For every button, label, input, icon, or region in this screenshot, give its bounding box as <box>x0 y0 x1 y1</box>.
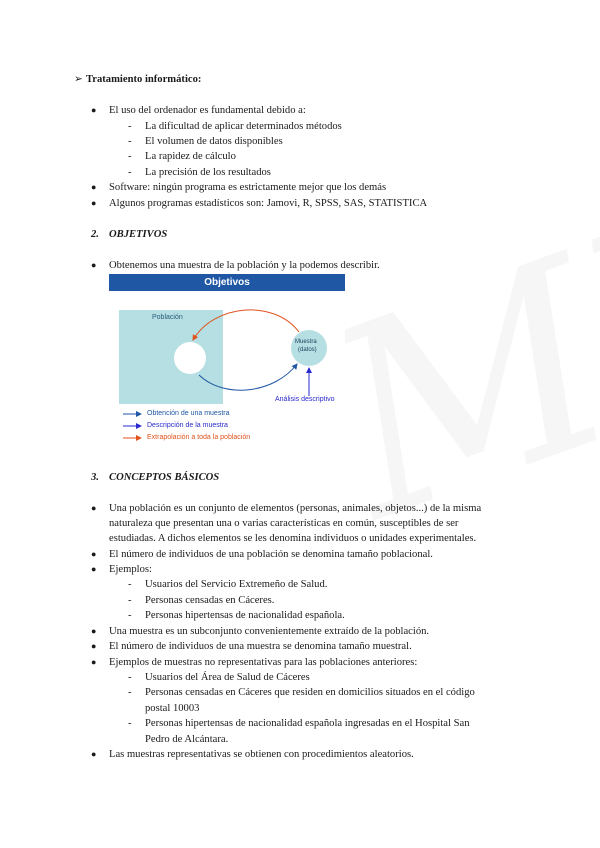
bullet-icon: ● <box>91 105 97 115</box>
legend-item: Descripción de la muestra <box>147 422 228 429</box>
bullet-icon: ● <box>91 626 97 636</box>
section-number: 2. <box>91 229 99 240</box>
list-item: Una muestra es un subconjunto convenientemente extraído de la población. <box>109 626 430 637</box>
list-item: Ejemplos de muestras no representativas para las poblaciones anteriores: <box>109 657 418 668</box>
paragraph-line: estudiadas. A dichos elementos se les denomina individuos o unidades experimentales. <box>109 533 477 544</box>
sample-circle-in-population <box>174 342 206 374</box>
bullet-icon: ● <box>91 260 97 270</box>
list-item: Ejemplos: <box>109 564 152 575</box>
dash-icon: - <box>128 718 132 729</box>
figure-title: Objetivos <box>109 274 345 291</box>
sub-list-item: Personas hipertensas de nacionalidad española. <box>145 610 345 621</box>
muestra-sublabel: (datos) <box>298 347 317 353</box>
bullet-icon: ● <box>91 198 97 208</box>
bullet-icon: ● <box>91 182 97 192</box>
list-item: Obtenemos una muestra de la población y la podemos describir. <box>109 260 380 271</box>
section-number: 3. <box>91 472 99 483</box>
dash-icon: - <box>128 595 132 606</box>
dash-icon: - <box>128 151 132 162</box>
section-heading-conceptos: CONCEPTOS BÁSICOS <box>109 472 220 483</box>
sub-list-item: Usuarios del Área de Salud de Cáceres <box>145 672 310 683</box>
sub-list-item: La dificultad de aplicar determinados métodos <box>145 121 342 132</box>
sub-list-item: La rapidez de cálculo <box>145 151 236 162</box>
list-item: El número de individuos de una muestra se denomina tamaño muestral. <box>109 641 412 652</box>
list-item: Las muestras representativas se obtienen con procedimientos aleatorios. <box>109 749 414 760</box>
dash-icon: - <box>128 121 132 132</box>
paragraph-line: naturaleza que presentan una o varias características en común, susceptibles de ser <box>109 518 459 529</box>
bullet-icon: ● <box>91 549 97 559</box>
sub-list-item: Usuarios del Servicio Extremeño de Salud. <box>145 579 328 590</box>
section-heading-tratamiento: Tratamiento informático: <box>86 74 202 85</box>
sub-list-item-continuation: Pedro de Alcántara. <box>145 734 229 745</box>
bullet-icon: ● <box>91 564 97 574</box>
muestra-label: Muestra <box>295 339 317 345</box>
sub-list-item: La precisión de los resultados <box>145 167 271 178</box>
list-item: El uso del ordenador es fundamental debido a: <box>109 105 306 116</box>
list-item: Algunos programas estadísticos son: Jamovi, R, SPSS, SAS, STATISTICA <box>109 198 428 209</box>
bullet-icon: ● <box>91 503 97 513</box>
objetivos-figure <box>109 274 345 446</box>
sub-list-item: El volumen de datos disponibles <box>145 136 283 147</box>
dash-icon: - <box>128 579 132 590</box>
legend-item: Obtención de una muestra <box>147 410 230 417</box>
bullet-icon: ● <box>91 641 97 651</box>
list-item: Software: ningún programa es estrictamente mejor que los demás <box>109 182 387 193</box>
legend-item: Extrapolación a toda la población <box>147 434 251 441</box>
list-item: El número de individuos de una población se denomina tamaño poblacional. <box>109 549 433 560</box>
diagram-arrows <box>109 274 345 446</box>
dash-icon: - <box>128 136 132 147</box>
sub-list-item: Personas hipertensas de nacionalidad española ingresadas en el Hospital San <box>145 718 470 729</box>
paragraph-line: Una población es un conjunto de elementos (personas, animales, objetos...) de la misma <box>109 503 482 514</box>
arrow-bullet-icon: ➢ <box>74 74 83 85</box>
section-heading-objetivos: OBJETIVOS <box>109 229 168 240</box>
analisis-label: Análisis descriptivo <box>275 396 335 403</box>
sub-list-item: Personas censadas en Cáceres. <box>145 595 275 606</box>
sub-list-item-continuation: postal 10003 <box>145 703 200 714</box>
sub-list-item: Personas censadas en Cáceres que residen en domicilios situados en el código <box>145 687 475 698</box>
bullet-icon: ● <box>91 749 97 759</box>
dash-icon: - <box>128 167 132 178</box>
dash-icon: - <box>128 687 132 698</box>
bullet-icon: ● <box>91 657 97 667</box>
dash-icon: - <box>128 672 132 683</box>
dash-icon: - <box>128 610 132 621</box>
poblacion-label: Población <box>152 314 183 321</box>
